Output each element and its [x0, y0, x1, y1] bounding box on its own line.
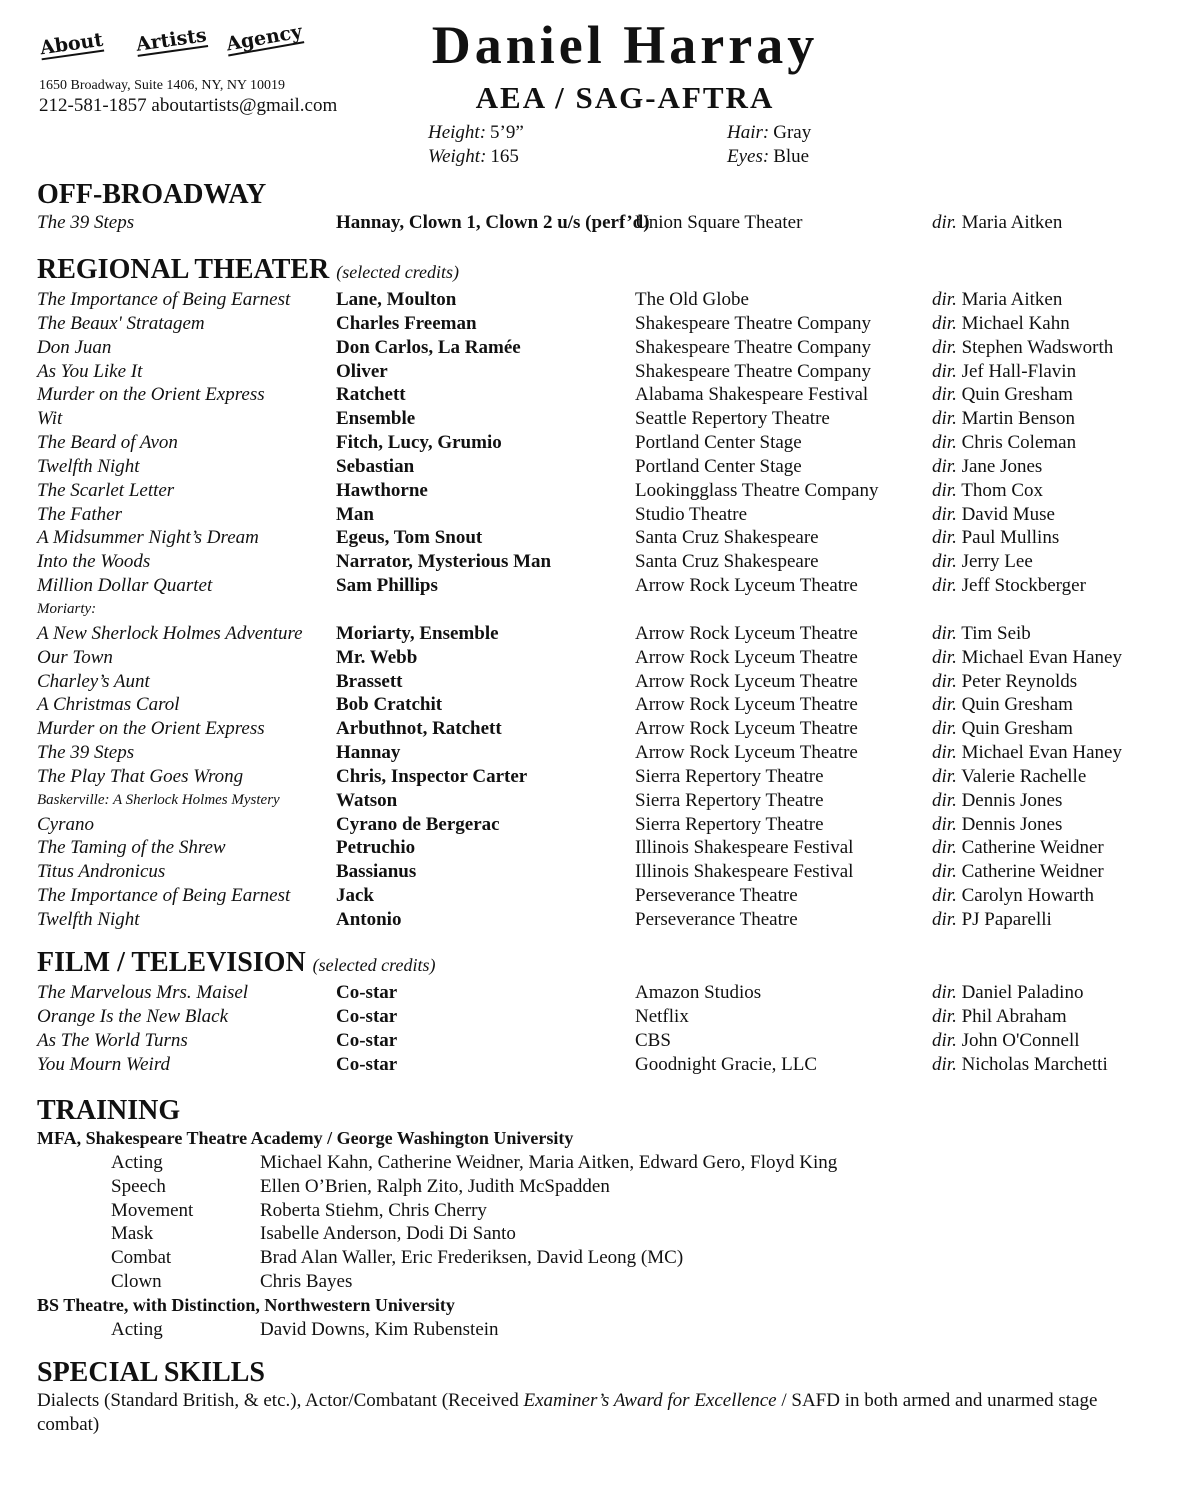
- director-name: Daniel Paladino: [961, 982, 1084, 1003]
- production-title: Our Town: [37, 646, 113, 668]
- credit-row: [37, 693, 1167, 717]
- training-discipline: Movement: [111, 1199, 194, 1221]
- stat-height: [428, 122, 524, 144]
- role: Ratchett: [336, 384, 406, 406]
- credits-list: [37, 211, 1167, 235]
- role: Fitch, Lucy, Grumio: [336, 432, 502, 454]
- role: Moriarty, Ensemble: [336, 622, 499, 644]
- stat-label: Weight:: [428, 146, 487, 167]
- venue: Illinois Shakespeare Festival: [635, 861, 854, 883]
- section-heading: TRAINING: [37, 1095, 181, 1126]
- role: Co-star: [336, 1005, 398, 1027]
- director-prefix: dir.: [932, 503, 957, 525]
- director-name: Peter Reynolds: [961, 670, 1078, 692]
- credit-row: [37, 550, 1167, 574]
- director-name: Stephen Wadsworth: [961, 336, 1114, 358]
- director-prefix: dir.: [932, 908, 957, 930]
- section-special-skills: [37, 1357, 1167, 1437]
- venue: Perseverance Theatre: [635, 908, 798, 930]
- venue: Illinois Shakespeare Festival: [635, 837, 854, 859]
- credit-row: [37, 622, 1167, 646]
- director: [932, 908, 1052, 932]
- director: [932, 526, 1059, 550]
- director-name: John O'Connell: [961, 1029, 1080, 1051]
- production-title: The Beard of Avon: [37, 432, 178, 454]
- credit-row: [37, 407, 1167, 431]
- director-prefix: dir.: [932, 1053, 957, 1075]
- training-teachers: Ellen O’Brien, Ralph Zito, Judith McSpadden: [260, 1175, 610, 1197]
- production-title: Million Dollar Quartet: [37, 575, 213, 597]
- skills-text-part: Dialects (Standard British, & etc.), Actor/Combatant (Received: [37, 1390, 524, 1411]
- role: Oliver: [336, 360, 388, 382]
- director-prefix: dir.: [932, 646, 957, 668]
- director-prefix: dir.: [932, 479, 957, 501]
- director: [932, 550, 1033, 574]
- production-title: The 39 Steps: [37, 742, 135, 764]
- venue: Portland Center Stage: [635, 455, 802, 477]
- director-prefix: dir.: [932, 813, 957, 835]
- director-prefix: dir.: [932, 289, 957, 310]
- venue: Arrow Rock Lyceum Theatre: [635, 622, 858, 644]
- production-title: The Importance of Being Earnest: [37, 885, 291, 907]
- director: [932, 693, 1073, 717]
- role: Bassianus: [336, 861, 417, 883]
- section-film-television: [37, 947, 1167, 1076]
- stat-value: 5’9”: [490, 122, 524, 143]
- role: Chris, Inspector Carter: [336, 765, 528, 787]
- training-row: [37, 1151, 1167, 1175]
- venue: Amazon Studios: [635, 982, 762, 1003]
- credit-row: [37, 813, 1167, 837]
- actor-name: Daniel Harray: [431, 15, 819, 75]
- training-discipline: Mask: [111, 1223, 154, 1245]
- production-title: Titus Andronicus: [37, 861, 166, 883]
- credit-row: [37, 336, 1167, 360]
- director-name: Valerie Rachelle: [961, 765, 1087, 787]
- role: Hannay, Clown 1, Clown 2 u/s (perf’d): [336, 212, 650, 233]
- credit-row: [37, 598, 1167, 622]
- director-prefix: dir.: [932, 861, 957, 883]
- venue: Arrow Rock Lyceum Theatre: [635, 646, 858, 668]
- director-name: Maria Aitken: [961, 212, 1063, 233]
- stat-value: 165: [490, 146, 519, 167]
- director-prefix: dir.: [932, 837, 957, 859]
- director-prefix: dir.: [932, 742, 957, 764]
- skills-text-part: / SAFD in both armed and unarmed stage combat): [37, 1390, 1098, 1435]
- credit-row: [37, 479, 1167, 503]
- director-prefix: dir.: [932, 212, 957, 233]
- credit-row: [37, 312, 1167, 336]
- role: Co-star: [336, 1029, 398, 1051]
- training-row: [37, 1318, 1167, 1342]
- production-title: The Play That Goes Wrong: [37, 765, 244, 787]
- director-prefix: dir.: [932, 336, 957, 358]
- role: Narrator, Mysterious Man: [336, 551, 552, 573]
- role: Lane, Moulton: [336, 289, 457, 310]
- director-prefix: dir.: [932, 312, 957, 334]
- director-name: Jef Hall-Flavin: [961, 360, 1077, 382]
- training-teachers: Michael Kahn, Catherine Weidner, Maria Aitken, Edward Gero, Floyd King: [260, 1151, 838, 1173]
- venue: CBS: [635, 1029, 671, 1051]
- role: Cyrano de Bergerac: [336, 813, 500, 835]
- credit-row: [37, 455, 1167, 479]
- stat-eyes: [727, 146, 809, 168]
- director: [932, 503, 1055, 527]
- director-name: Dennis Jones: [961, 813, 1063, 835]
- role: Don Carlos, La Ramée: [336, 336, 521, 358]
- training-row: [37, 1199, 1167, 1223]
- venue: Arrow Rock Lyceum Theatre: [635, 694, 858, 716]
- director-name: Catherine Weidner: [961, 837, 1104, 859]
- production-title: Moriarty:: [37, 600, 97, 617]
- director-prefix: dir.: [932, 1005, 957, 1027]
- training-discipline: Combat: [111, 1247, 172, 1269]
- director-name: Jane Jones: [961, 455, 1043, 477]
- director: [932, 1005, 1067, 1029]
- director: [932, 741, 1122, 765]
- production-title: The Scarlet Letter: [37, 479, 175, 501]
- section-heading: OFF-BROADWAY: [37, 179, 267, 210]
- director-name: Thom Cox: [961, 479, 1044, 501]
- director-name: Dennis Jones: [961, 789, 1063, 811]
- training-teachers: David Downs, Kim Rubenstein: [260, 1318, 499, 1340]
- director-name: Jerry Lee: [961, 551, 1033, 573]
- venue: Seattle Repertory Theatre: [635, 408, 830, 430]
- production-title: The Father: [37, 503, 122, 525]
- credit-row: [37, 1005, 1167, 1029]
- stat-weight: [428, 146, 519, 168]
- director-prefix: dir.: [932, 360, 957, 382]
- director-prefix: dir.: [932, 670, 957, 692]
- director-prefix: dir.: [932, 789, 957, 811]
- director: [932, 574, 1086, 598]
- credits-list: [37, 981, 1167, 1076]
- production-title: The Marvelous Mrs. Maisel: [37, 982, 249, 1003]
- director-name: Quin Gresham: [961, 694, 1073, 716]
- director: [932, 1029, 1080, 1053]
- venue: Arrow Rock Lyceum Theatre: [635, 742, 858, 764]
- stat-label: Hair:: [727, 122, 770, 143]
- training-list: [37, 1127, 1167, 1342]
- director: [932, 717, 1073, 741]
- venue: Arrow Rock Lyceum Theatre: [635, 575, 858, 597]
- venue: Netflix: [635, 1005, 689, 1027]
- role: Charles Freeman: [336, 312, 477, 334]
- director: [932, 622, 1031, 646]
- role: Bob Cratchit: [336, 694, 443, 716]
- section-training: [37, 1095, 1167, 1342]
- credit-row: [37, 383, 1167, 407]
- role: Co-star: [336, 982, 398, 1003]
- venue: Lookingglass Theatre Company: [635, 479, 879, 501]
- director: [932, 981, 1083, 1005]
- director: [932, 407, 1075, 431]
- role: Hannay: [336, 742, 401, 764]
- training-teachers: Roberta Stiehm, Chris Cherry: [260, 1199, 487, 1221]
- production-title: Twelfth Night: [37, 455, 140, 477]
- production-title: The 39 Steps: [37, 212, 135, 233]
- credit-row: [37, 288, 1167, 312]
- credit-row: [37, 646, 1167, 670]
- venue: Santa Cruz Shakespeare: [635, 551, 819, 573]
- director: [932, 336, 1113, 360]
- training-row: [37, 1175, 1167, 1199]
- director-prefix: dir.: [932, 408, 957, 430]
- section-heading: SPECIAL SKILLS: [37, 1357, 265, 1388]
- director-prefix: dir.: [932, 622, 957, 644]
- venue: Sierra Repertory Theatre: [635, 789, 824, 811]
- venue: Shakespeare Theatre Company: [635, 336, 872, 358]
- role: Man: [336, 503, 374, 525]
- role: Co-star: [336, 1053, 398, 1075]
- venue: Perseverance Theatre: [635, 885, 798, 907]
- training-row: [37, 1270, 1167, 1294]
- training-row: [37, 1222, 1167, 1246]
- director-prefix: dir.: [932, 982, 957, 1003]
- production-title: Orange Is the New Black: [37, 1005, 229, 1027]
- director-name: Michael Kahn: [961, 312, 1070, 334]
- training-program: BS Theatre, with Distinction, Northwestern University: [37, 1294, 455, 1315]
- credit-row: [37, 360, 1167, 384]
- production-title: Wit: [37, 408, 63, 430]
- heading-note: (selected credits): [336, 262, 460, 282]
- role: Watson: [336, 789, 398, 811]
- venue: Santa Cruz Shakespeare: [635, 527, 819, 549]
- director-name: Jeff Stockberger: [961, 575, 1086, 597]
- director: [932, 211, 1062, 235]
- production-title: A New Sherlock Holmes Adventure: [37, 622, 303, 644]
- agency-address: 1650 Broadway, Suite 1406, NY, NY 10019: [39, 78, 286, 93]
- credits-list: [37, 288, 1167, 932]
- director-prefix: dir.: [932, 718, 957, 740]
- director-prefix: dir.: [932, 694, 957, 716]
- training-discipline: Speech: [111, 1175, 166, 1197]
- director-name: Martin Benson: [961, 408, 1076, 430]
- director: [932, 646, 1122, 670]
- venue: Shakespeare Theatre Company: [635, 312, 872, 334]
- director: [932, 479, 1043, 503]
- director-name: Quin Gresham: [961, 718, 1073, 740]
- heading-note: (selected credits): [312, 955, 436, 975]
- director-prefix: dir.: [932, 455, 957, 477]
- agency-contact: 212-581-1857 aboutartists@gmail.com: [39, 95, 338, 116]
- credit-row: [37, 431, 1167, 455]
- stat-value: Gray: [773, 122, 812, 143]
- director-prefix: dir.: [932, 765, 957, 787]
- role: Hawthorne: [336, 479, 428, 501]
- director-name: Chris Coleman: [961, 432, 1077, 454]
- credit-row: [37, 717, 1167, 741]
- production-title: Cyrano: [37, 813, 94, 835]
- venue: Union Square Theater: [635, 212, 803, 233]
- venue: Alabama Shakespeare Festival: [635, 384, 869, 406]
- credit-row: [37, 211, 1167, 235]
- training-discipline: Acting: [111, 1318, 163, 1340]
- training-teachers: Brad Alan Waller, Eric Frederiksen, David Leong (MC): [260, 1247, 684, 1269]
- stat-hair: [727, 122, 811, 144]
- credit-row: [37, 741, 1167, 765]
- director-prefix: dir.: [932, 1029, 957, 1051]
- director-name: Paul Mullins: [961, 527, 1060, 549]
- production-title: The Beaux' Stratagem: [37, 312, 205, 334]
- production-title: As You Like It: [37, 360, 143, 382]
- logo-word: About: [38, 28, 105, 60]
- stat-label: Eyes:: [727, 146, 770, 167]
- credit-row: [37, 526, 1167, 550]
- credit-row: [37, 503, 1167, 527]
- logo-word: Agency: [224, 20, 304, 56]
- role: Antonio: [336, 908, 402, 930]
- training-discipline: Acting: [111, 1151, 163, 1173]
- production-title: Murder on the Orient Express: [37, 384, 265, 406]
- director: [932, 455, 1042, 479]
- award-name: Examiner’s Award for Excellence: [523, 1390, 777, 1411]
- credit-row: [37, 860, 1167, 884]
- venue: Portland Center Stage: [635, 432, 802, 454]
- section-heading: [37, 947, 1167, 981]
- section-off-broadway: [37, 179, 1167, 235]
- director: [932, 813, 1062, 837]
- stat-value: Blue: [773, 146, 810, 167]
- director: [932, 884, 1094, 908]
- role: Egeus, Tom Snout: [336, 527, 483, 549]
- director: [932, 1053, 1108, 1077]
- role: Sam Phillips: [336, 575, 438, 597]
- director-prefix: dir.: [932, 527, 957, 549]
- role: Mr. Webb: [336, 646, 418, 668]
- director-name: Quin Gresham: [961, 384, 1073, 406]
- credit-row: [37, 908, 1167, 932]
- stat-label: Height:: [428, 122, 487, 143]
- director-name: Phil Abraham: [961, 1005, 1067, 1027]
- training-discipline: Clown: [111, 1271, 162, 1293]
- credit-row: [37, 884, 1167, 908]
- section-heading: [37, 254, 1167, 288]
- production-title: A Christmas Carol: [37, 694, 180, 716]
- director: [932, 383, 1073, 407]
- director: [932, 860, 1104, 884]
- production-title: You Mourn Weird: [37, 1053, 171, 1075]
- director-prefix: dir.: [932, 575, 957, 597]
- skills-text: [37, 1389, 1117, 1437]
- production-title: As The World Turns: [37, 1029, 188, 1051]
- production-title: A Midsummer Night’s Dream: [37, 527, 259, 549]
- production-title: Don Juan: [37, 336, 112, 358]
- training-teachers: Isabelle Anderson, Dodi Di Santo: [260, 1223, 516, 1245]
- venue: Sierra Repertory Theatre: [635, 813, 824, 835]
- section-regional-theater: [37, 254, 1167, 932]
- credit-row: [37, 789, 1167, 813]
- production-title: The Taming of the Shrew: [37, 837, 226, 859]
- credit-row: [37, 981, 1167, 1005]
- role: Petruchio: [336, 837, 416, 859]
- venue: The Old Globe: [635, 289, 749, 310]
- production-title: Twelfth Night: [37, 908, 140, 930]
- training-teachers: Chris Bayes: [260, 1271, 353, 1293]
- director-prefix: dir.: [932, 551, 957, 573]
- director: [932, 288, 1062, 312]
- role: Ensemble: [336, 408, 416, 430]
- director-name: Nicholas Marchetti: [961, 1053, 1108, 1075]
- director: [932, 670, 1077, 694]
- production-title: Baskerville: A Sherlock Holmes Mystery: [37, 791, 280, 808]
- credit-row: [37, 1053, 1167, 1077]
- venue: Sierra Repertory Theatre: [635, 765, 824, 787]
- credit-row: [37, 836, 1167, 860]
- role: Sebastian: [336, 455, 415, 477]
- role: Arbuthnot, Ratchett: [336, 718, 502, 740]
- director-name: PJ Paparelli: [961, 908, 1052, 930]
- heading-text: REGIONAL THEATER: [37, 254, 330, 285]
- director: [932, 360, 1076, 384]
- credit-row: [37, 765, 1167, 789]
- credit-row: [37, 670, 1167, 694]
- union-affiliations: AEA / SAG-AFTRA: [475, 80, 775, 115]
- director-name: Maria Aitken: [961, 289, 1063, 310]
- production-title: Charley’s Aunt: [37, 670, 150, 692]
- production-title: Into the Woods: [37, 551, 151, 573]
- training-row: [37, 1246, 1167, 1270]
- director: [932, 312, 1070, 336]
- venue: Goodnight Gracie, LLC: [635, 1053, 818, 1075]
- role: Jack: [336, 885, 374, 907]
- director-name: Michael Evan Haney: [961, 646, 1122, 668]
- director: [932, 789, 1062, 813]
- credit-row: [37, 1029, 1167, 1053]
- director: [932, 765, 1086, 789]
- director-prefix: dir.: [932, 432, 957, 454]
- venue: Shakespeare Theatre Company: [635, 360, 872, 382]
- production-title: Murder on the Orient Express: [37, 718, 265, 740]
- heading-text: FILM / TELEVISION: [37, 947, 306, 978]
- venue: Studio Theatre: [635, 503, 748, 525]
- director-prefix: dir.: [932, 885, 957, 907]
- venue: Arrow Rock Lyceum Theatre: [635, 670, 858, 692]
- logo-word: Artists: [134, 24, 208, 56]
- director-prefix: dir.: [932, 384, 957, 406]
- training-program: MFA, Shakespeare Theatre Academy / George Washington University: [37, 1128, 574, 1148]
- director-name: Tim Seib: [961, 622, 1031, 644]
- role: Brassett: [336, 670, 403, 692]
- director: [932, 431, 1076, 455]
- credit-row: [37, 574, 1167, 598]
- production-title: The Importance of Being Earnest: [37, 289, 291, 310]
- venue: Arrow Rock Lyceum Theatre: [635, 718, 858, 740]
- director: [932, 836, 1104, 860]
- director-name: Carolyn Howarth: [961, 885, 1095, 907]
- director-name: David Muse: [961, 503, 1055, 525]
- director-name: Catherine Weidner: [961, 861, 1104, 883]
- director-name: Michael Evan Haney: [961, 742, 1122, 764]
